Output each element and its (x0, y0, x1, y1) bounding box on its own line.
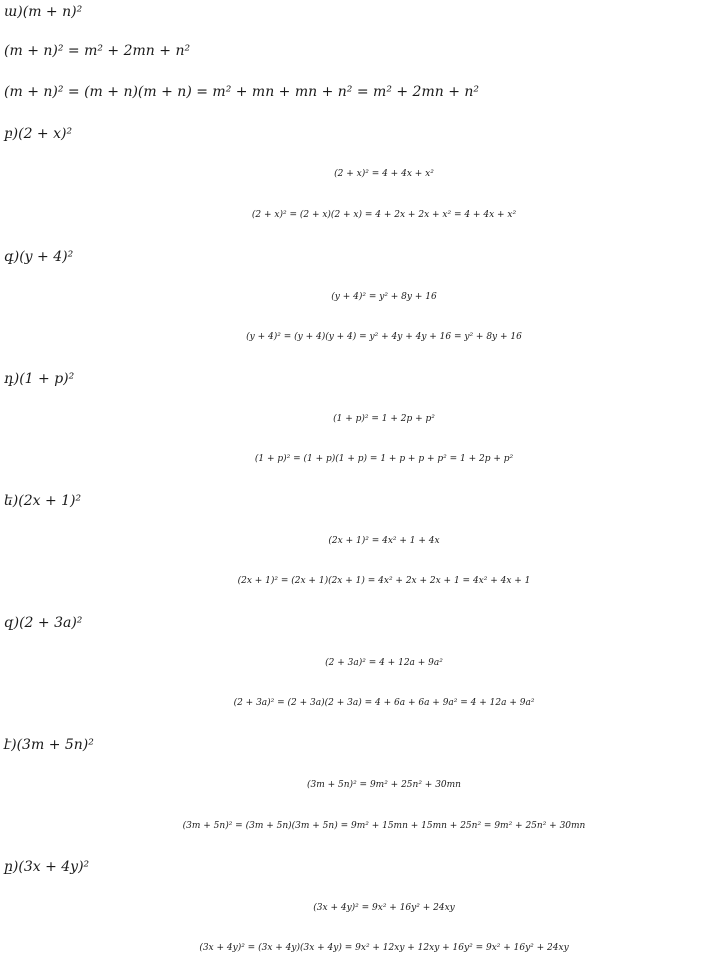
exercise-c-formula: (y + 4)² = y² + 8y + 16 (331, 292, 437, 302)
exercise-f-formula: (2 + 3a)² = 4 + 12a + 9a² (325, 658, 443, 668)
exercise-g-formula: (3m + 5n)² = 9m² + 25n² + 30mn (307, 780, 461, 790)
exercise-e-header: ե)(2x + 1)² (4, 493, 82, 509)
exercise-h-expansion: (3x + 4y)² = (3x + 4y)(3x + 4y) = 9x² + 12xy + 12xy + 16y² = 9x² + 16y² + 24xy (199, 943, 569, 953)
exercise-d-formula: (1 + p)² = 1 + 2p + p² (333, 414, 435, 424)
exercise-f-header: զ)(2 + 3a)² (4, 615, 83, 631)
exercise-g-expansion: (3m + 5n)² = (3m + 5n)(3m + 5n) = 9m² + 15mn + 15mn + 25n² = 9m² + 25n² + 30mn (182, 821, 586, 831)
exercise-d-header: դ)(1 + p)² (4, 371, 75, 387)
exercise-h-header: ը)(3x + 4y)² (4, 859, 90, 875)
exercise-g-header: է)(3m + 5n)² (4, 737, 94, 753)
exercise-c-header: գ)(y + 4)² (4, 249, 74, 265)
exercise-b-formula: (2 + x)² = 4 + 4x + x² (334, 169, 434, 179)
exercise-c-expansion: (y + 4)² = (y + 4)(y + 4) = y² + 4y + 4y + 16 = y² + 8y + 16 (246, 332, 522, 342)
exercise-a-header: ա)(m + n)² (4, 4, 83, 20)
exercise-a-expansion: (m + n)² = (m + n)(m + n) = m² + mn + mn + n² = m² + 2mn + n² (4, 84, 480, 100)
exercise-b-header: բ)(2 + x)² (4, 126, 73, 142)
exercise-e-formula: (2x + 1)² = 4x² + 1 + 4x (328, 536, 440, 546)
exercise-b-expansion: (2 + x)² = (2 + x)(2 + x) = 4 + 2x + 2x + x² = 4 + 4x + x² (251, 210, 517, 220)
exercise-e-expansion: (2x + 1)² = (2x + 1)(2x + 1) = 4x² + 2x + 2x + 1 = 4x² + 4x + 1 (237, 576, 531, 586)
exercise-h-formula: (3x + 4y)² = 9x² + 16y² + 24xy (313, 903, 455, 913)
exercise-d-expansion: (1 + p)² = (1 + p)(1 + p) = 1 + p + p + p² = 1 + 2p + p² (254, 454, 514, 464)
exercise-a-formula: (m + n)² = m² + 2mn + n² (4, 43, 191, 59)
exercise-f-expansion: (2 + 3a)² = (2 + 3a)(2 + 3a) = 4 + 6a + 6a + 9a² = 4 + 12a + 9a² (233, 698, 535, 708)
